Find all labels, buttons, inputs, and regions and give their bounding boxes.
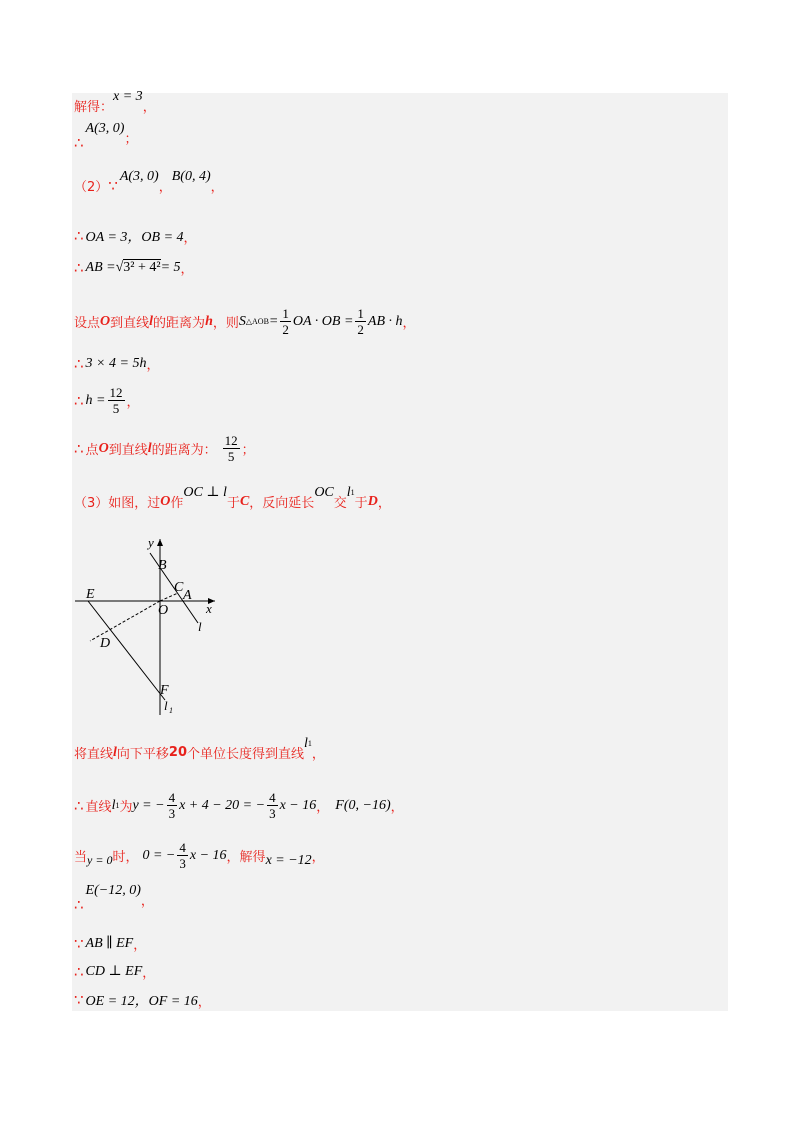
numerator: 4	[179, 840, 186, 855]
label-f: F	[160, 683, 169, 698]
text: 作	[170, 496, 184, 511]
label-o: O	[158, 603, 169, 618]
math-point-e: E(−12, 0)	[85, 882, 141, 898]
punct: ，	[197, 994, 211, 1010]
equals: =	[268, 313, 279, 329]
because-symbol: ∵	[108, 176, 118, 195]
text: 个单位长度得到直线	[187, 747, 305, 762]
math-oc-perp-l: OC ⊥ l	[183, 485, 227, 500]
fraction-half	[280, 306, 291, 337]
therefore-symbol: ∴	[74, 391, 84, 410]
punct: ，	[142, 966, 156, 981]
text: 于	[354, 496, 368, 511]
punct: ，	[210, 180, 224, 195]
area-subscript: △AOB	[245, 317, 269, 326]
text: 直线	[85, 800, 112, 815]
solve-e-line	[74, 840, 325, 871]
numerator: 12	[109, 385, 123, 400]
therefore-symbol: ∴	[74, 895, 84, 914]
numerator: 12	[224, 433, 238, 448]
punct: ，	[140, 894, 154, 909]
punct: ，	[142, 100, 156, 115]
fraction-12-5	[108, 385, 125, 416]
point-a-line	[74, 120, 138, 152]
subscript: 1	[307, 739, 312, 748]
math-tail: x − 16	[279, 797, 317, 813]
math-tail: x − 16	[189, 847, 227, 863]
text: 的距离为	[153, 316, 206, 331]
part2-line	[74, 168, 224, 195]
subscript: 1	[115, 801, 120, 810]
math-mid: x + 4 − 20 = −	[179, 797, 266, 813]
math-x-eq-3: x = 3	[113, 88, 143, 104]
line-od	[90, 601, 160, 641]
math-oe-of: OE = 12，OF = 16	[85, 994, 198, 1009]
numerator: 1	[282, 306, 289, 321]
var-l: l	[113, 744, 117, 760]
numerator: 4	[168, 790, 176, 805]
math-point-a: A(3, 0)	[119, 168, 159, 184]
punct: ，	[126, 395, 140, 410]
part3-label: （3）如图，过	[74, 496, 161, 511]
math-point-b: B(0, 4)	[171, 168, 211, 184]
math-y-eq: y = −	[132, 797, 165, 813]
area-eq-line	[74, 354, 159, 373]
area-symbol: S	[238, 313, 246, 329]
part3-line	[74, 484, 391, 511]
label-y: y	[148, 535, 154, 550]
punct: ，	[390, 800, 404, 815]
text: 于	[226, 496, 240, 511]
punct: ，	[311, 747, 325, 762]
var-o: O	[160, 493, 171, 509]
text: ，反向延长	[249, 496, 315, 511]
var-o: O	[100, 313, 111, 329]
math-0-eq: 0 = −	[142, 847, 176, 863]
number-20: 20	[168, 745, 188, 760]
math-oa-ob: OA · OB =	[292, 313, 354, 329]
text: 将直线	[74, 747, 114, 762]
fraction-half	[355, 306, 366, 337]
label-l: l	[198, 619, 202, 634]
var-d: D	[367, 493, 378, 509]
oe-of-line	[74, 990, 211, 1010]
text: 设点	[74, 316, 101, 331]
punct: ，	[377, 496, 391, 511]
denominator: 5	[227, 449, 235, 464]
therefore-symbol: ∴	[74, 962, 84, 981]
var-l1: l	[304, 735, 308, 751]
math-x-eq-neg12: x = −12	[265, 852, 312, 868]
var-o: O	[98, 440, 109, 456]
label-d: D	[100, 636, 111, 651]
text: 向下平移	[116, 747, 169, 762]
label-l1-sub: 1	[169, 706, 173, 715]
therefore-symbol: ∴	[74, 439, 84, 458]
label-e: E	[86, 587, 95, 602]
punct: ，	[311, 850, 325, 865]
text: ，解得	[226, 850, 266, 865]
math-area-eq: 3 × 4 = 5h	[85, 355, 147, 371]
h-value-line	[74, 385, 140, 416]
perp-line	[74, 962, 155, 981]
sqrt-sign: √	[115, 259, 124, 275]
part2-label: （2）	[74, 180, 109, 195]
denominator: 3	[179, 856, 186, 871]
var-l: l	[147, 440, 152, 456]
denominator: 2	[282, 322, 289, 337]
var-h: h	[205, 313, 213, 329]
fraction-4-3	[177, 840, 188, 871]
math-h: h =	[85, 392, 106, 408]
translate-line	[74, 735, 325, 762]
distance-setup-line	[74, 306, 416, 337]
text: 交	[333, 496, 347, 511]
oa-ob-line	[74, 226, 197, 246]
y-axis-arrow	[157, 539, 163, 546]
therefore-symbol: ∴	[74, 796, 84, 815]
punct: ，	[133, 938, 147, 953]
distance-result-line	[74, 433, 255, 464]
label-a: A	[183, 588, 192, 603]
text: 到直线	[108, 443, 148, 458]
punct: ；	[241, 443, 255, 458]
var-c: C	[239, 493, 250, 509]
label-c: C	[174, 580, 184, 595]
text: 时，	[112, 850, 139, 865]
text: 当	[74, 850, 88, 865]
var-l: l	[149, 313, 154, 329]
punct: ，	[158, 180, 172, 195]
numerator: 1	[357, 306, 364, 321]
punct: ；	[124, 132, 138, 147]
line-l1-equation	[74, 790, 404, 821]
math-point-f: F(0, −16)	[335, 797, 391, 813]
sqrt-radicand: 3² + 4²	[123, 260, 161, 275]
label-b: B	[158, 558, 167, 573]
math-cd-perp-ef: CD ⊥ EF	[85, 964, 143, 979]
geometry-figure	[70, 535, 220, 720]
solve-label: 解得：	[74, 100, 114, 115]
math-ab-h: AB · h	[367, 313, 403, 329]
denominator: 3	[168, 806, 176, 821]
fraction-4-3	[167, 790, 178, 821]
text: 点	[85, 443, 99, 458]
fraction-4-3	[267, 790, 278, 821]
denominator: 3	[269, 806, 276, 821]
var-l1: l	[111, 797, 116, 813]
ab-line	[74, 258, 194, 277]
subscript: 1	[350, 488, 355, 497]
denominator: 2	[357, 322, 364, 337]
text: ，则	[212, 316, 239, 331]
var-l1: l	[346, 484, 351, 500]
because-symbol: ∵	[74, 991, 84, 1009]
punct: ，	[316, 800, 330, 815]
math-oc: OC	[314, 484, 334, 500]
because-symbol: ∵	[74, 934, 84, 953]
therefore-symbol: ∴	[74, 227, 84, 245]
math-ab-parallel-ef: AB ∥ EF	[85, 936, 134, 951]
numerator: 4	[269, 790, 276, 805]
solve-line	[74, 88, 156, 115]
therefore-symbol: ∴	[74, 133, 84, 152]
label-l1: l	[164, 698, 168, 713]
text: 到直线	[110, 316, 150, 331]
label-x: x	[206, 601, 212, 616]
math-point-a: A(3, 0)	[85, 120, 125, 136]
text: 的距离为：	[151, 443, 217, 458]
therefore-symbol: ∴	[74, 258, 84, 277]
text: 为	[119, 800, 133, 815]
denominator: 5	[112, 401, 120, 416]
point-e-line	[74, 882, 154, 914]
punct: ，	[402, 316, 416, 331]
punct: ，	[146, 358, 160, 373]
math-oa-ob: OA = 3，OB = 4	[85, 230, 184, 245]
punct: ，	[180, 262, 194, 277]
fraction-12-5	[223, 433, 240, 464]
therefore-symbol: ∴	[74, 354, 84, 373]
parallel-line	[74, 934, 146, 953]
math-ab: AB =	[85, 259, 116, 275]
math-y-eq-0: y = 0	[87, 853, 113, 867]
punct: ，	[183, 230, 197, 246]
math-eq-5: = 5	[160, 259, 181, 275]
